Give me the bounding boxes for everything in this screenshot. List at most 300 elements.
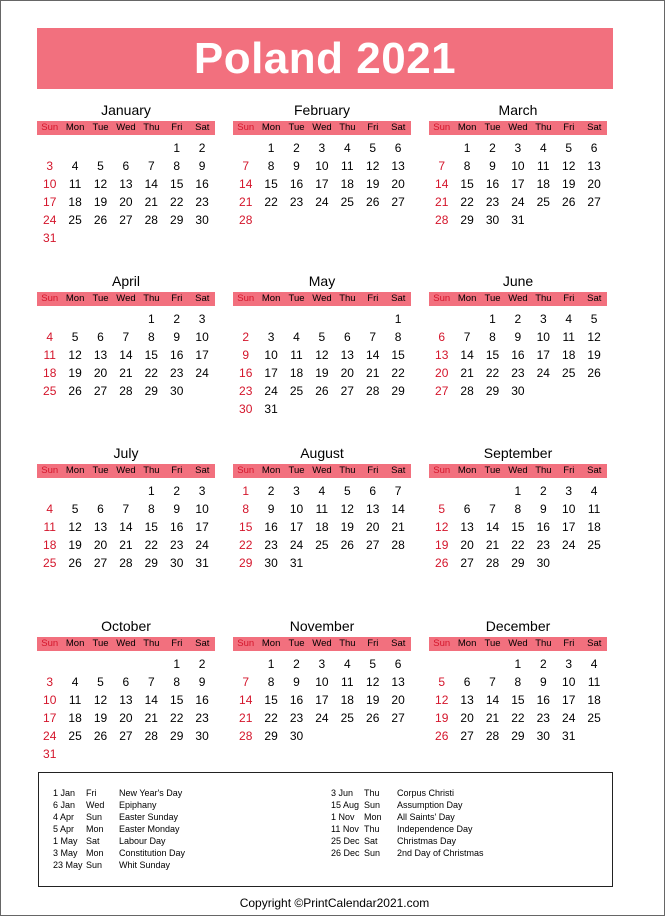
day-cell: 23: [170, 366, 184, 380]
month-september: [429, 442, 607, 584]
month-july: [37, 442, 215, 584]
day-cell: 19: [366, 693, 380, 707]
day-cell: 14: [485, 693, 500, 707]
holiday-name: Epiphany: [119, 800, 157, 810]
day-grid: [233, 478, 411, 584]
day-cell: 2: [539, 657, 547, 671]
day-cell: 29: [144, 384, 158, 398]
day-cell: 11: [43, 348, 56, 362]
weekday-label: Fri: [171, 122, 183, 133]
weekday-label: Sat: [587, 293, 602, 304]
day-cell: 22: [264, 195, 278, 209]
day-cell: 2: [293, 657, 300, 671]
day-cell: 9: [173, 502, 181, 516]
day-cell: 19: [93, 711, 108, 725]
day-cell: 5: [369, 141, 377, 155]
day-cell: 4: [590, 484, 598, 498]
day-cell: 12: [68, 520, 82, 534]
day-cell: 4: [71, 675, 79, 689]
day-grid: [233, 306, 411, 416]
day-cell: 25: [289, 384, 304, 398]
day-cell: 13: [366, 502, 380, 516]
day-cell: 14: [239, 693, 253, 707]
weekday-header: [37, 292, 215, 306]
day-cell: 21: [435, 195, 449, 209]
day-cell: 8: [489, 330, 496, 344]
weekday-label: Sun: [237, 293, 255, 304]
day-cell: 23: [536, 711, 550, 725]
day-cell: 15: [511, 693, 525, 707]
day-cell: 15: [170, 177, 184, 191]
weekday-label: Wed: [508, 293, 528, 304]
day-cell: 7: [242, 159, 250, 173]
day-cell: 18: [536, 177, 550, 191]
day-cell: 27: [391, 711, 405, 725]
day-cell: 18: [315, 520, 329, 534]
day-cell: 19: [340, 520, 354, 534]
day-cell: 23: [289, 711, 304, 725]
day-cell: 17: [562, 693, 576, 707]
day-cell: 3: [46, 675, 54, 689]
day-cell: 2: [539, 484, 547, 498]
day-cell: 17: [264, 366, 278, 380]
weekday-label: Tue: [288, 465, 305, 476]
weekday-label: Wed: [312, 293, 332, 304]
day-cell: 16: [170, 520, 184, 534]
day-cell: 13: [93, 348, 108, 362]
day-cell: 7: [463, 330, 471, 344]
day-cell: 26: [93, 729, 108, 743]
holiday-name: Corpus Christi: [397, 788, 455, 798]
month-name: December: [485, 618, 551, 634]
holiday-name: Christmas Day: [397, 836, 457, 846]
weekday-label: Fri: [367, 122, 379, 133]
day-cell: 23: [239, 384, 253, 398]
day-cell: 4: [539, 141, 547, 155]
day-cell: 5: [343, 484, 351, 498]
holiday-name: New Year's Day: [119, 788, 183, 798]
weekday-label: Mon: [457, 293, 477, 304]
day-cell: 28: [119, 384, 133, 398]
day-cell: 29: [460, 213, 474, 227]
day-cell: 28: [460, 384, 474, 398]
month-name: September: [483, 445, 553, 461]
day-cell: 12: [587, 330, 601, 344]
day-cell: 15: [144, 520, 158, 534]
day-cell: 21: [119, 366, 133, 380]
day-cell: 9: [198, 159, 206, 173]
day-cell: 3: [46, 159, 54, 173]
day-cell: 31: [195, 556, 209, 570]
month-name: March: [498, 102, 538, 118]
day-cell: 18: [43, 538, 57, 552]
day-cell: 13: [340, 348, 354, 362]
day-cell: 26: [93, 213, 108, 227]
weekday-label: Mon: [261, 122, 281, 133]
day-cell: 14: [119, 520, 133, 534]
day-cell: 22: [239, 538, 253, 552]
weekday-label: Thu: [143, 122, 160, 133]
weekday-label: Sun: [237, 122, 255, 133]
day-cell: 19: [366, 177, 380, 191]
day-cell: 8: [242, 502, 250, 516]
weekday-label: Sun: [41, 122, 59, 133]
day-cell: 2: [173, 312, 181, 326]
day-cell: 5: [97, 159, 104, 173]
weekday-label: Wed: [312, 465, 332, 476]
month-name: August: [300, 445, 344, 461]
day-cell: 25: [43, 556, 57, 570]
day-cell: 10: [315, 675, 329, 689]
day-cell: 3: [198, 484, 206, 498]
day-cell: 17: [195, 520, 209, 534]
weekday-label: Mon: [65, 293, 85, 304]
holiday-weekday: Wed: [86, 800, 105, 810]
weekday-label: Mon: [261, 638, 281, 649]
weekday-label: Sun: [433, 465, 451, 476]
holiday-name: Labour Day: [119, 836, 166, 846]
weekday-label: Mon: [261, 293, 281, 304]
day-cell: 16: [289, 693, 304, 707]
day-cell: 22: [391, 366, 405, 380]
day-cell: 8: [267, 159, 275, 173]
day-cell: 21: [391, 520, 405, 534]
month-name: January: [101, 102, 151, 118]
day-cell: 6: [122, 675, 130, 689]
month-may: [233, 270, 411, 416]
day-cell: 20: [119, 195, 133, 209]
day-cell: 27: [460, 556, 474, 570]
day-grid: [429, 651, 607, 757]
day-cell: 17: [315, 693, 329, 707]
day-cell: 8: [514, 675, 522, 689]
weekday-label: Fri: [563, 293, 575, 304]
day-grid: [429, 306, 607, 412]
day-cell: 5: [369, 657, 377, 671]
weekday-label: Fri: [171, 465, 183, 476]
day-cell: 6: [463, 675, 471, 689]
day-cell: 29: [391, 384, 405, 398]
day-cell: 7: [438, 159, 446, 173]
holiday-weekday: Mon: [86, 848, 104, 858]
weekday-label: Wed: [116, 465, 136, 476]
day-cell: 6: [369, 484, 377, 498]
day-cell: 3: [318, 657, 326, 671]
day-cell: 26: [435, 556, 449, 570]
day-cell: 7: [122, 330, 130, 344]
weekday-label: Fri: [563, 638, 575, 649]
day-cell: 11: [587, 675, 601, 689]
day-cell: 17: [289, 520, 304, 534]
day-cell: 18: [587, 520, 601, 534]
day-cell: 12: [340, 502, 354, 516]
weekday-header: [37, 464, 215, 478]
day-cell: 21: [144, 195, 158, 209]
day-cell: 8: [147, 330, 155, 344]
day-cell: 19: [93, 195, 108, 209]
weekday-header: [429, 637, 607, 651]
day-cell: 17: [511, 177, 525, 191]
day-cell: 22: [170, 711, 184, 725]
holiday-name: Whit Sunday: [119, 860, 171, 870]
day-cell: 10: [195, 502, 209, 516]
day-cell: 15: [485, 348, 500, 362]
day-cell: 7: [489, 675, 496, 689]
weekday-label: Sat: [195, 293, 210, 304]
day-cell: 26: [315, 384, 329, 398]
day-cell: 26: [340, 538, 354, 552]
day-cell: 8: [147, 502, 155, 516]
day-cell: 17: [562, 520, 576, 534]
day-cell: 16: [289, 177, 304, 191]
day-cell: 28: [239, 213, 253, 227]
day-cell: 25: [587, 538, 601, 552]
day-cell: 8: [173, 159, 181, 173]
day-cell: 5: [438, 675, 446, 689]
month-august: [233, 442, 411, 584]
day-cell: 24: [562, 711, 576, 725]
day-cell: 24: [264, 384, 278, 398]
day-cell: 20: [587, 177, 601, 191]
weekday-label: Sun: [237, 638, 255, 649]
day-cell: 21: [485, 711, 500, 725]
day-cell: 3: [318, 141, 326, 155]
day-cell: 30: [485, 213, 500, 227]
day-cell: 11: [43, 520, 56, 534]
day-cell: 27: [460, 729, 474, 743]
weekday-label: Thu: [339, 122, 356, 133]
holiday-date: 3 May: [53, 848, 78, 858]
weekday-label: Tue: [484, 638, 501, 649]
holiday-name: All Saints' Day: [397, 812, 455, 822]
day-cell: 5: [318, 330, 326, 344]
weekday-label: Mon: [65, 465, 85, 476]
holiday-name: Easter Sunday: [119, 812, 179, 822]
holiday-weekday: Thu: [364, 824, 380, 834]
day-cell: 19: [435, 538, 449, 552]
holiday-weekday: Sun: [86, 860, 103, 870]
day-cell: 26: [68, 384, 82, 398]
month-october: [37, 615, 215, 761]
day-cell: 19: [315, 366, 329, 380]
day-cell: 11: [68, 177, 82, 191]
weekday-header: [233, 464, 411, 478]
weekday-label: Thu: [339, 293, 356, 304]
day-cell: 31: [43, 231, 57, 245]
weekday-header: [429, 121, 607, 135]
day-cell: 11: [290, 348, 303, 362]
holiday-weekday: Sun: [86, 812, 103, 822]
day-cell: 8: [173, 675, 181, 689]
day-cell: 7: [394, 484, 402, 498]
day-cell: 4: [590, 657, 598, 671]
day-grid: [37, 135, 215, 245]
day-cell: 1: [173, 141, 181, 155]
weekday-label: Sat: [391, 122, 406, 133]
day-cell: 11: [562, 330, 575, 344]
day-cell: 6: [97, 502, 104, 516]
day-cell: 23: [195, 711, 209, 725]
weekday-label: Thu: [535, 638, 552, 649]
weekday-label: Thu: [143, 465, 160, 476]
day-cell: 25: [43, 384, 57, 398]
day-cell: 16: [536, 520, 550, 534]
day-cell: 17: [43, 711, 57, 725]
weekday-label: Fri: [367, 293, 379, 304]
day-cell: 5: [71, 330, 79, 344]
day-cell: 10: [562, 675, 576, 689]
day-cell: 11: [537, 159, 550, 173]
holiday-weekday: Sun: [364, 848, 381, 858]
day-cell: 13: [119, 693, 133, 707]
month-november: [233, 615, 411, 757]
day-cell: 21: [144, 711, 158, 725]
day-cell: 17: [43, 195, 57, 209]
day-cell: 9: [489, 159, 496, 173]
weekday-label: Tue: [288, 122, 305, 133]
weekday-label: Tue: [92, 638, 109, 649]
day-cell: 24: [562, 538, 576, 552]
day-cell: 30: [536, 556, 550, 570]
day-cell: 27: [93, 556, 108, 570]
weekday-label: Fri: [367, 465, 379, 476]
day-cell: 4: [565, 312, 573, 326]
weekday-label: Fri: [171, 293, 183, 304]
day-cell: 3: [565, 657, 573, 671]
day-cell: 15: [144, 348, 158, 362]
weekday-label: Sat: [195, 465, 210, 476]
holiday-name: Easter Monday: [119, 824, 180, 834]
weekday-label: Tue: [484, 293, 501, 304]
day-cell: 23: [289, 195, 304, 209]
weekday-label: Mon: [65, 122, 85, 133]
day-cell: 15: [391, 348, 405, 362]
day-cell: 1: [463, 141, 471, 155]
weekday-label: Sat: [391, 465, 406, 476]
day-cell: 12: [366, 159, 380, 173]
day-cell: 28: [485, 729, 500, 743]
day-cell: 22: [170, 195, 184, 209]
holiday-date: 26 Dec: [331, 848, 360, 858]
day-cell: 29: [511, 556, 525, 570]
day-cell: 20: [391, 177, 405, 191]
day-cell: 1: [514, 657, 522, 671]
weekday-label: Thu: [535, 122, 552, 133]
day-cell: 5: [97, 675, 104, 689]
day-cell: 5: [565, 141, 573, 155]
day-cell: 2: [489, 141, 496, 155]
day-cell: 30: [511, 384, 525, 398]
day-cell: 8: [267, 675, 275, 689]
day-cell: 26: [68, 556, 82, 570]
holiday-date: 15 Aug: [331, 800, 360, 810]
day-cell: 14: [460, 348, 474, 362]
day-cell: 5: [71, 502, 79, 516]
day-cell: 23: [536, 538, 550, 552]
day-cell: 20: [340, 366, 354, 380]
day-cell: 28: [485, 556, 500, 570]
day-cell: 25: [340, 711, 354, 725]
day-cell: 29: [170, 213, 184, 227]
weekday-label: Thu: [339, 638, 356, 649]
day-cell: 7: [242, 675, 250, 689]
day-cell: 22: [460, 195, 474, 209]
day-cell: 28: [239, 729, 253, 743]
month-name: November: [289, 618, 355, 634]
day-cell: 12: [68, 348, 82, 362]
weekday-label: Sat: [195, 122, 210, 133]
day-cell: 2: [293, 141, 300, 155]
day-cell: 9: [293, 159, 300, 173]
holiday-list: [38, 772, 613, 887]
day-cell: 25: [315, 538, 329, 552]
day-cell: 4: [343, 141, 351, 155]
day-cell: 19: [68, 366, 82, 380]
weekday-label: Wed: [508, 465, 528, 476]
day-cell: 9: [514, 330, 522, 344]
weekday-label: Tue: [484, 122, 501, 133]
day-cell: 6: [394, 141, 402, 155]
weekday-label: Fri: [367, 638, 379, 649]
weekday-label: Sat: [195, 638, 210, 649]
day-cell: 22: [144, 538, 158, 552]
day-cell: 18: [587, 693, 601, 707]
weekday-label: Sun: [41, 465, 59, 476]
holiday-weekday: Mon: [86, 824, 104, 834]
day-cell: 15: [511, 520, 525, 534]
day-cell: 8: [394, 330, 402, 344]
day-cell: 9: [242, 348, 250, 362]
day-cell: 19: [562, 177, 576, 191]
day-cell: 30: [195, 213, 209, 227]
weekday-label: Thu: [143, 293, 160, 304]
day-cell: 13: [391, 675, 405, 689]
day-cell: 20: [119, 711, 133, 725]
day-cell: 31: [511, 213, 525, 227]
day-cell: 6: [438, 330, 446, 344]
day-cell: 6: [590, 141, 598, 155]
holiday-date: 23 May: [53, 860, 83, 870]
day-cell: 9: [267, 502, 275, 516]
weekday-label: Tue: [484, 465, 501, 476]
day-cell: 2: [242, 330, 250, 344]
day-cell: 18: [289, 366, 304, 380]
holiday-weekday: Sun: [364, 800, 381, 810]
weekday-label: Tue: [92, 293, 109, 304]
day-cell: 13: [587, 159, 601, 173]
page-title: Poland 2021: [193, 33, 457, 83]
day-cell: 30: [170, 384, 184, 398]
day-cell: 17: [195, 348, 209, 362]
day-cell: 14: [239, 177, 253, 191]
day-cell: 30: [239, 402, 253, 416]
day-cell: 12: [366, 675, 380, 689]
day-cell: 14: [485, 520, 500, 534]
holiday-weekday: Mon: [364, 812, 382, 822]
day-cell: 27: [391, 195, 405, 209]
day-cell: 23: [170, 538, 184, 552]
weekday-label: Wed: [116, 122, 136, 133]
day-cell: 6: [463, 502, 471, 516]
day-cell: 14: [391, 502, 405, 516]
day-cell: 28: [119, 556, 133, 570]
weekday-label: Sat: [391, 293, 406, 304]
day-cell: 25: [587, 711, 601, 725]
holiday-date: 1 Nov: [331, 812, 355, 822]
day-cell: 16: [170, 348, 184, 362]
day-cell: 11: [315, 502, 329, 516]
day-cell: 27: [119, 213, 133, 227]
